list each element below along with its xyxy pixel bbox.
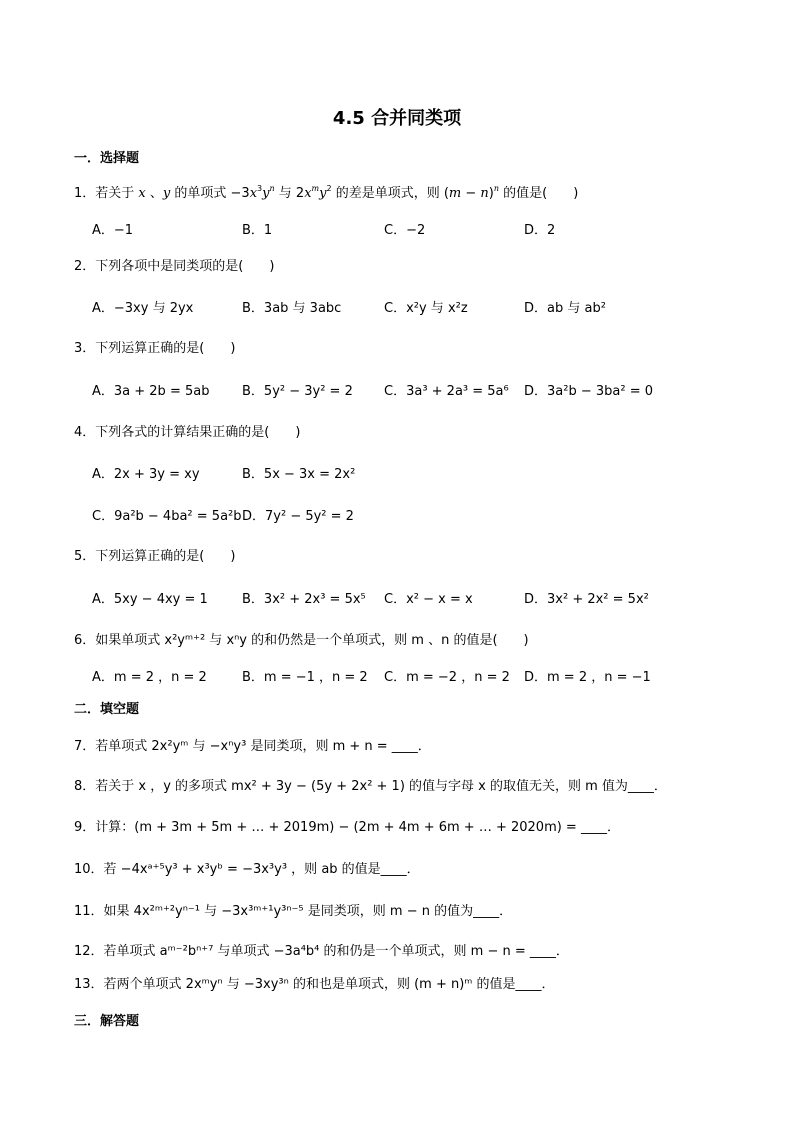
q3-option-b[interactable]: B．5y² − 3y² = 2 [242,384,353,399]
q5-option-a[interactable]: A．5xy − 4xy = 1 [92,592,208,607]
q1-option-b[interactable]: B．1 [242,223,273,238]
section-answer: 三．解答题 [74,1014,140,1029]
q4-option-b[interactable]: B．5x − 3x = 2x² [242,467,356,482]
q4-option-d[interactable]: D．7y² − 5y² = 2 [242,509,354,524]
q6-option-a[interactable]: A．m = 2 ，n = 2 [92,670,207,685]
q1-option-c[interactable]: C．−2 [384,223,426,238]
question-7: 7．若单项式 2x²yᵐ 与 −xⁿy³ 是同类项，则 m + n = ____． [74,739,431,754]
q1-option-a[interactable]: A．−1 [92,223,134,238]
question-2: 2．下列各项中是同类项的是( ) [74,259,275,274]
q1-stem-tail: 的值是( ) [499,186,579,201]
question-11: 11．如果 4x²ᵐ⁺²yⁿ⁻¹ 与 −3x³ᵐ⁺¹y³ⁿ⁻⁵ 是同类项，则 m − n 的值为____． [74,904,513,919]
q4-option-c[interactable]: C．9a²b − 4ba² = 5a²b [92,509,242,524]
question-4: 4．下列各式的计算结果正确的是( ) [74,425,301,440]
question-6: 6．如果单项式 x²yᵐ⁺² 与 xⁿy 的和仍然是一个单项式，则 m 、n 的值是( ) [74,633,529,648]
q6-option-d[interactable]: D．m = 2 ，n = −1 [524,670,651,685]
question-5: 5．下列运算正确的是( ) [74,549,236,564]
q2-option-d[interactable]: D．ab 与 ab² [524,301,606,316]
q2-option-a[interactable]: A．−3xy 与 2yx [92,301,194,316]
q2-option-c[interactable]: C．x²y 与 x²z [384,301,468,316]
q3-option-c[interactable]: C．3a³ + 2a³ = 5a⁶ [384,384,509,399]
q6-option-b[interactable]: B．m = −1 ，n = 2 [242,670,368,685]
q2-option-b[interactable]: B．3ab 与 3abc [242,301,342,316]
q5-option-c[interactable]: C．x² − x = x [384,592,473,607]
q5-option-b[interactable]: B．3x² + 2x³ = 5x⁵ [242,592,366,607]
question-8: 8．若关于 x ，y 的多项式 mx² + 3y − (5y + 2x² + 1) 的值与字母 x 的取值无关，则 m 值为____． [74,779,667,794]
q5-option-d[interactable]: D．3x² + 2x² = 5x² [524,592,649,607]
q3-option-a[interactable]: A．3a + 2b = 5ab [92,384,210,399]
q1-stem-pre: 1．若关于 [74,186,139,201]
q1-option-d[interactable]: D．2 [524,223,556,238]
question-1: 1．若关于 x 、y 的单项式 $-3x^3y^n$ 与 $2x^my^2$ 的差是单项式，则 $(m - n)^n$ 的值是( ) [74,184,579,201]
question-10: 10．若 −4xᵃ⁺⁵y³ + x³yᵇ = −3x³y³ ，则 ab 的值是____． [74,862,420,877]
question-9: 9．计算：(m + 3m + 5m + … + 2019m) − (2m + 4m + 6m + … + 2020m) = ____． [74,820,620,835]
page-title: 4.5 合并同类项 [332,108,462,129]
q6-option-c[interactable]: C．m = −2 ，n = 2 [384,670,510,685]
q4-option-a[interactable]: A．2x + 3y = xy [92,467,200,482]
question-3: 3．下列运算正确的是( ) [74,341,236,356]
question-13: 13．若两个单项式 2xᵐyⁿ 与 −3xy³ⁿ 的和也是单项式，则 (m + n)ᵐ 的值是____． [74,977,555,992]
section-fill-blank: 二．填空题 [74,702,140,717]
q3-option-d[interactable]: D．3a²b − 3ba² = 0 [524,384,653,399]
section-choice: 一．选择题 [74,151,140,166]
question-12: 12．若单项式 aᵐ⁻²bⁿ⁺⁷ 与单项式 −3a⁴b⁴ 的和仍是一个单项式，则 m − n = ____． [74,944,569,959]
